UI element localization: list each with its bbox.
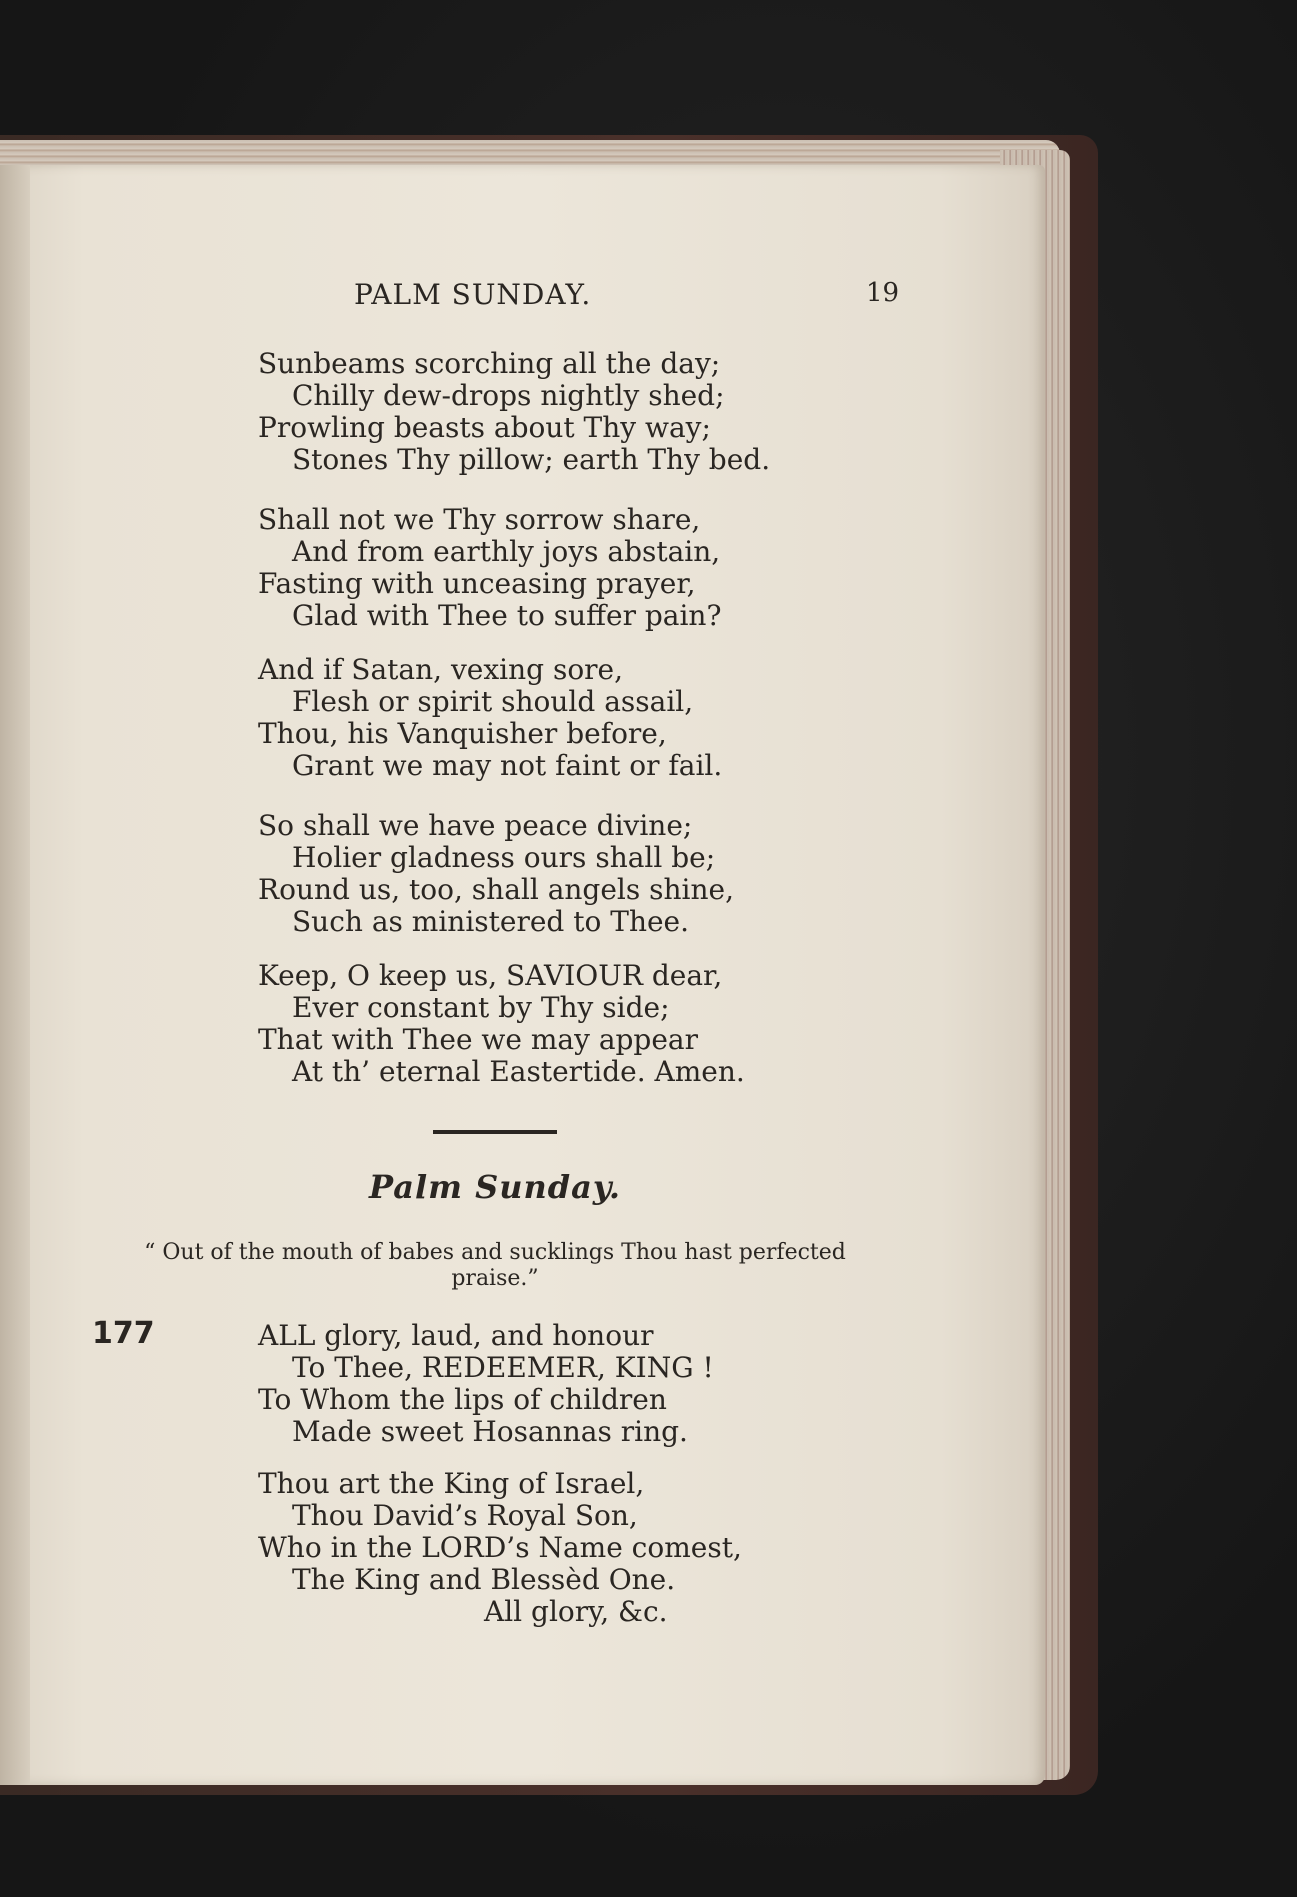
section-divider (433, 1130, 557, 1134)
stanza-2 (258, 504, 721, 632)
stanza-line: That with Thee we may appear (258, 1023, 699, 1056)
epigraph-line: “ Out of the mouth of babes and sucklings Thou hast perfected (144, 1240, 846, 1265)
stanza-line: Round us, too, shall angels shine, (258, 873, 735, 906)
stanza-5 (258, 960, 745, 1088)
stanza-line: Fasting with unceasing prayer, (258, 567, 696, 600)
stanza-line: Grant we may not faint or fail. (292, 749, 723, 782)
page-number: 19 (866, 278, 900, 308)
epigraph-line: praise.” (451, 1266, 539, 1291)
refrain-line: All glory, &c. (484, 1595, 668, 1628)
hymn-177-stanza-1 (258, 1320, 714, 1448)
hymn-177-stanza-2 (258, 1468, 742, 1628)
stanza-line: Thou David’s Royal Son, (292, 1499, 638, 1532)
stanza-line: ALL glory, laud, and honour (258, 1319, 654, 1352)
stanza-line: To Whom the lips of children (258, 1383, 667, 1416)
stanza-line: And from earthly joys abstain, (292, 535, 721, 568)
stanza-line: The King and Blessèd One. (292, 1563, 676, 1596)
page-gutter (0, 165, 30, 1785)
stanza-line: Prowling beasts about Thy way; (258, 411, 711, 444)
stanza-line: Glad with Thee to suffer pain? (292, 599, 722, 632)
stanza-line: So shall we have peace divine; (258, 809, 693, 842)
stanza-line: Who in the LORD’s Name comest, (258, 1531, 742, 1564)
stanza-3 (258, 654, 722, 782)
stanza-line: Holier gladness ours shall be; (292, 841, 716, 874)
stanza-line: Ever constant by Thy side; (292, 991, 670, 1024)
running-head: PALM SUNDAY. (354, 278, 592, 311)
stanza-line: Stones Thy pillow; earth Thy bed. (292, 443, 771, 476)
stanza-line: Chilly dew-drops nightly shed; (292, 379, 725, 412)
stanza-line: And if Satan, vexing sore, (258, 653, 624, 686)
stanza-line: Flesh or spirit should assail, (292, 685, 694, 718)
stanza-line: At th’ eternal Eastertide. Amen. (292, 1055, 745, 1088)
stanza-line: Thou, his Vanquisher before, (258, 717, 667, 750)
hymn-title: Palm Sunday. (369, 1168, 621, 1206)
hymn-number: 177 (92, 1316, 155, 1351)
page-header (0, 278, 1297, 318)
stanza-line: Such as ministered to Thee. (292, 905, 690, 938)
epigraph (110, 1240, 880, 1292)
stanza-line: Keep, O keep us, SAVIOUR dear, (258, 959, 723, 992)
stanza-4 (258, 810, 734, 938)
stanza-line: Sunbeams scorching all the day; (258, 347, 721, 380)
stanza-line: To Thee, REDEEMER, KING ! (292, 1351, 714, 1384)
stanza-line: Thou art the King of Israel, (258, 1467, 645, 1500)
stanza-1 (258, 348, 770, 476)
stanza-line: Shall not we Thy sorrow share, (258, 503, 701, 536)
stanza-line: Made sweet Hosannas ring. (292, 1415, 688, 1448)
